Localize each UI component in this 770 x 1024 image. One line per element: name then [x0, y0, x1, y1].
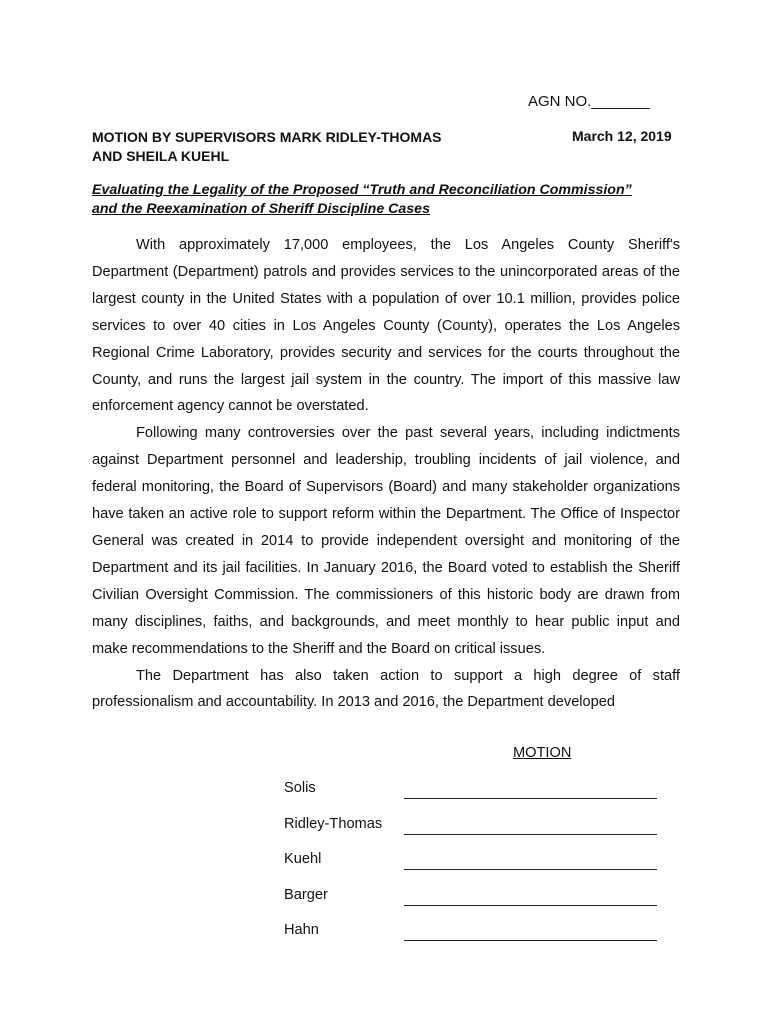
vote-signature-line [404, 834, 657, 835]
movers-line-1: MOTION BY SUPERVISORS MARK RIDLEY-THOMAS [92, 129, 442, 145]
vote-signature-line [404, 798, 657, 799]
supervisor-name: Barger [284, 886, 328, 903]
supervisor-name: Solis [284, 780, 316, 796]
vote-row-kuehl [284, 851, 684, 887]
motion-date: March 12, 2019 [572, 128, 672, 144]
vote-row-solis [284, 780, 684, 816]
motion-heading: MOTION [513, 745, 572, 761]
vote-signature-line [404, 940, 657, 941]
agenda-number: AGN NO._______ [528, 93, 650, 110]
motion-title [92, 181, 692, 219]
paragraph-3: The Department has also taken action to support a high degree of staff professionalism and accountability. In 2013 and 2016, the Department developed [92, 667, 680, 711]
title-line-1: Evaluating the Legality of the Proposed “Truth and Reconciliation Commission” [92, 182, 632, 198]
paragraph-2: Following many controversies over the past several years, including indictments against Department personnel and leadership, troubling incidents of jail violence, and federal monitoring, the Board of Supervisors (Board) and many stakeholder organizations have taken an active role to support reform within the Department. The Office of Inspector General was created in 2014 to provide independent oversight and monitoring of the Department and its jail facilities. In January 2016, the Board voted to establish the Sheriff Civilian Oversight Commission. The commissioners of this historic body are drawn from many disciplines, faiths, and backgrounds, and meet monthly to hear public input and make recommendations to the Sheriff and the Board on critical issues. [92, 425, 680, 657]
motion-movers [92, 128, 442, 166]
supervisor-name: Hahn [284, 922, 319, 939]
motion-body [92, 232, 680, 716]
movers-line-2: AND SHEILA KUEHL [92, 148, 230, 164]
title-line-2: and the Reexamination of Sheriff Discipline Cases [92, 201, 430, 217]
vote-block [284, 780, 684, 958]
vote-row-ridley-thomas [284, 816, 684, 852]
supervisor-name: Ridley-Thomas [284, 815, 383, 832]
supervisor-name: Kuehl [284, 851, 322, 868]
vote-row-hahn [284, 922, 684, 958]
paragraph-1: With approximately 17,000 employees, the Los Angeles County Sheriff's Department (Department) patrols and provides services to the unincorporated areas of the largest county in the United States with a population of over 10.1 million, provides police services to over 40 cities in Los Angeles County (County), operates the Los Angeles Regional Crime Laboratory, provides security and services for the courts throughout the County, and runs the largest jail system in the country. The import of this massive law enforcement agency cannot be overstated. [92, 237, 680, 415]
vote-signature-line [404, 869, 657, 870]
vote-row-barger [284, 887, 684, 923]
vote-signature-line [404, 905, 657, 906]
